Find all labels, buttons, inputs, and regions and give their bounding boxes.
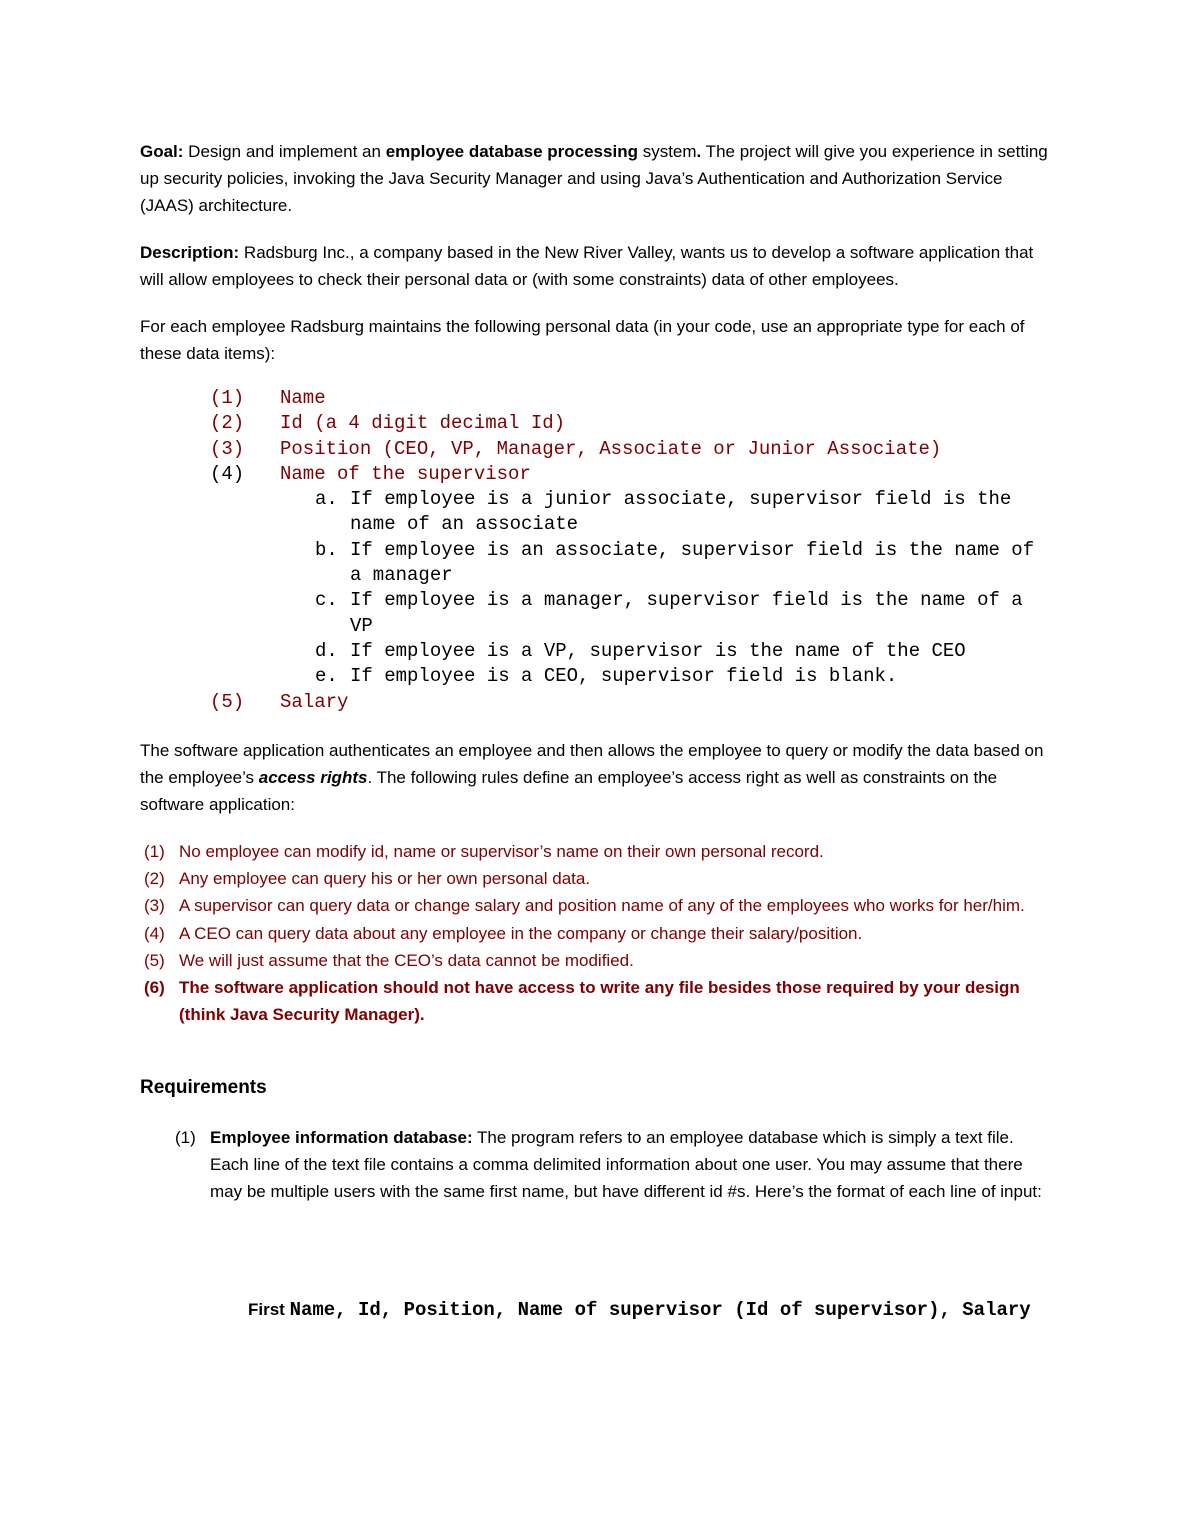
- data-item: (4) Name of the supervisor: [210, 462, 531, 485]
- data-item: (2) Id (a 4 digit decimal Id): [210, 412, 566, 435]
- access-rule: (1) No employee can modify id, name or supervisor’s name on their own personal record.: [144, 842, 824, 861]
- requirement-label: Employee information database:: [210, 1128, 473, 1147]
- access-rights-emphasis: access rights: [258, 768, 368, 787]
- goal-emphasis: employee database processing: [385, 142, 638, 161]
- supervisor-rule: e. If employee is a CEO, supervisor field is blank.: [315, 665, 898, 688]
- supervisor-rule: d. If employee is a VP, supervisor is the name of the CEO: [315, 639, 966, 662]
- access-rule: (2) Any employee can query his or her own personal data.: [144, 869, 591, 889]
- supervisor-rule: c. If employee is a manager, supervisor field is the name of a VP: [315, 589, 1023, 637]
- goal-label: Goal:: [140, 142, 184, 161]
- access-rules-list: [140, 838, 1040, 1028]
- description-label: Description:: [140, 243, 240, 262]
- description-paragraph: Description: Radsburg Inc., a company based in the New River Valley, wants us to develop a software application that will allow employees to check their personal data or (with some constraints) data of other employees.: [140, 243, 1034, 289]
- supervisor-rule: a. If employee is a junior associate, supervisor field is the name of an associate: [315, 488, 1012, 536]
- input-format-line: First Name, Id, Position, Name of supervisor (Id of supervisor), Salary: [248, 1299, 1031, 1321]
- access-rule: (4) A CEO can query data about any employee in the company or change their salary/position.: [144, 923, 863, 943]
- access-rights-paragraph: The software application authenticates an employee and then allows the employee to query or modify the data based on the employee’s access rights. The following rules define an employee’s access right as well as constraints on the software application:: [140, 741, 1044, 814]
- requirements-heading: Requirements: [140, 1077, 267, 1098]
- personal-data-list: [210, 386, 1070, 715]
- goal-paragraph: Goal: Design and implement an employee database processing system. The project will give you experience in setting up security policies, invoking the Java Security Manager and using Java’s Authentication and Authorization Service (JAAS) architecture.: [140, 142, 1048, 215]
- access-rule: (3) A supervisor can query data or change salary and position name of any of the employees who works for her/him.: [144, 896, 1025, 916]
- requirement-item: (1) Employee information database: The program refers to an employee database which is simply a text file. Each line of the text file contains a comma delimited information about one user. You may assume that there may be multiple users with the same first name, but have different id #s. Here’s the format of each line of input:: [175, 1128, 1042, 1202]
- access-rule: (6) The software application should not have access to write any file besides those required by your design (think Java Security Manager).: [144, 978, 1020, 1025]
- data-item: (5) Salary: [210, 690, 349, 713]
- supervisor-rule: b. If employee is an associate, supervisor field is the name of a manager: [315, 538, 1035, 587]
- personal-data-intro: For each employee Radsburg maintains the following personal data (in your code, use an appropriate type for each of these data items):: [140, 317, 1025, 363]
- data-item: (3) Position (CEO, VP, Manager, Associate or Junior Associate): [210, 437, 942, 460]
- access-rule: (5) We will just assume that the CEO’s data cannot be modified.: [144, 950, 634, 970]
- data-item: (1) Name: [210, 387, 326, 409]
